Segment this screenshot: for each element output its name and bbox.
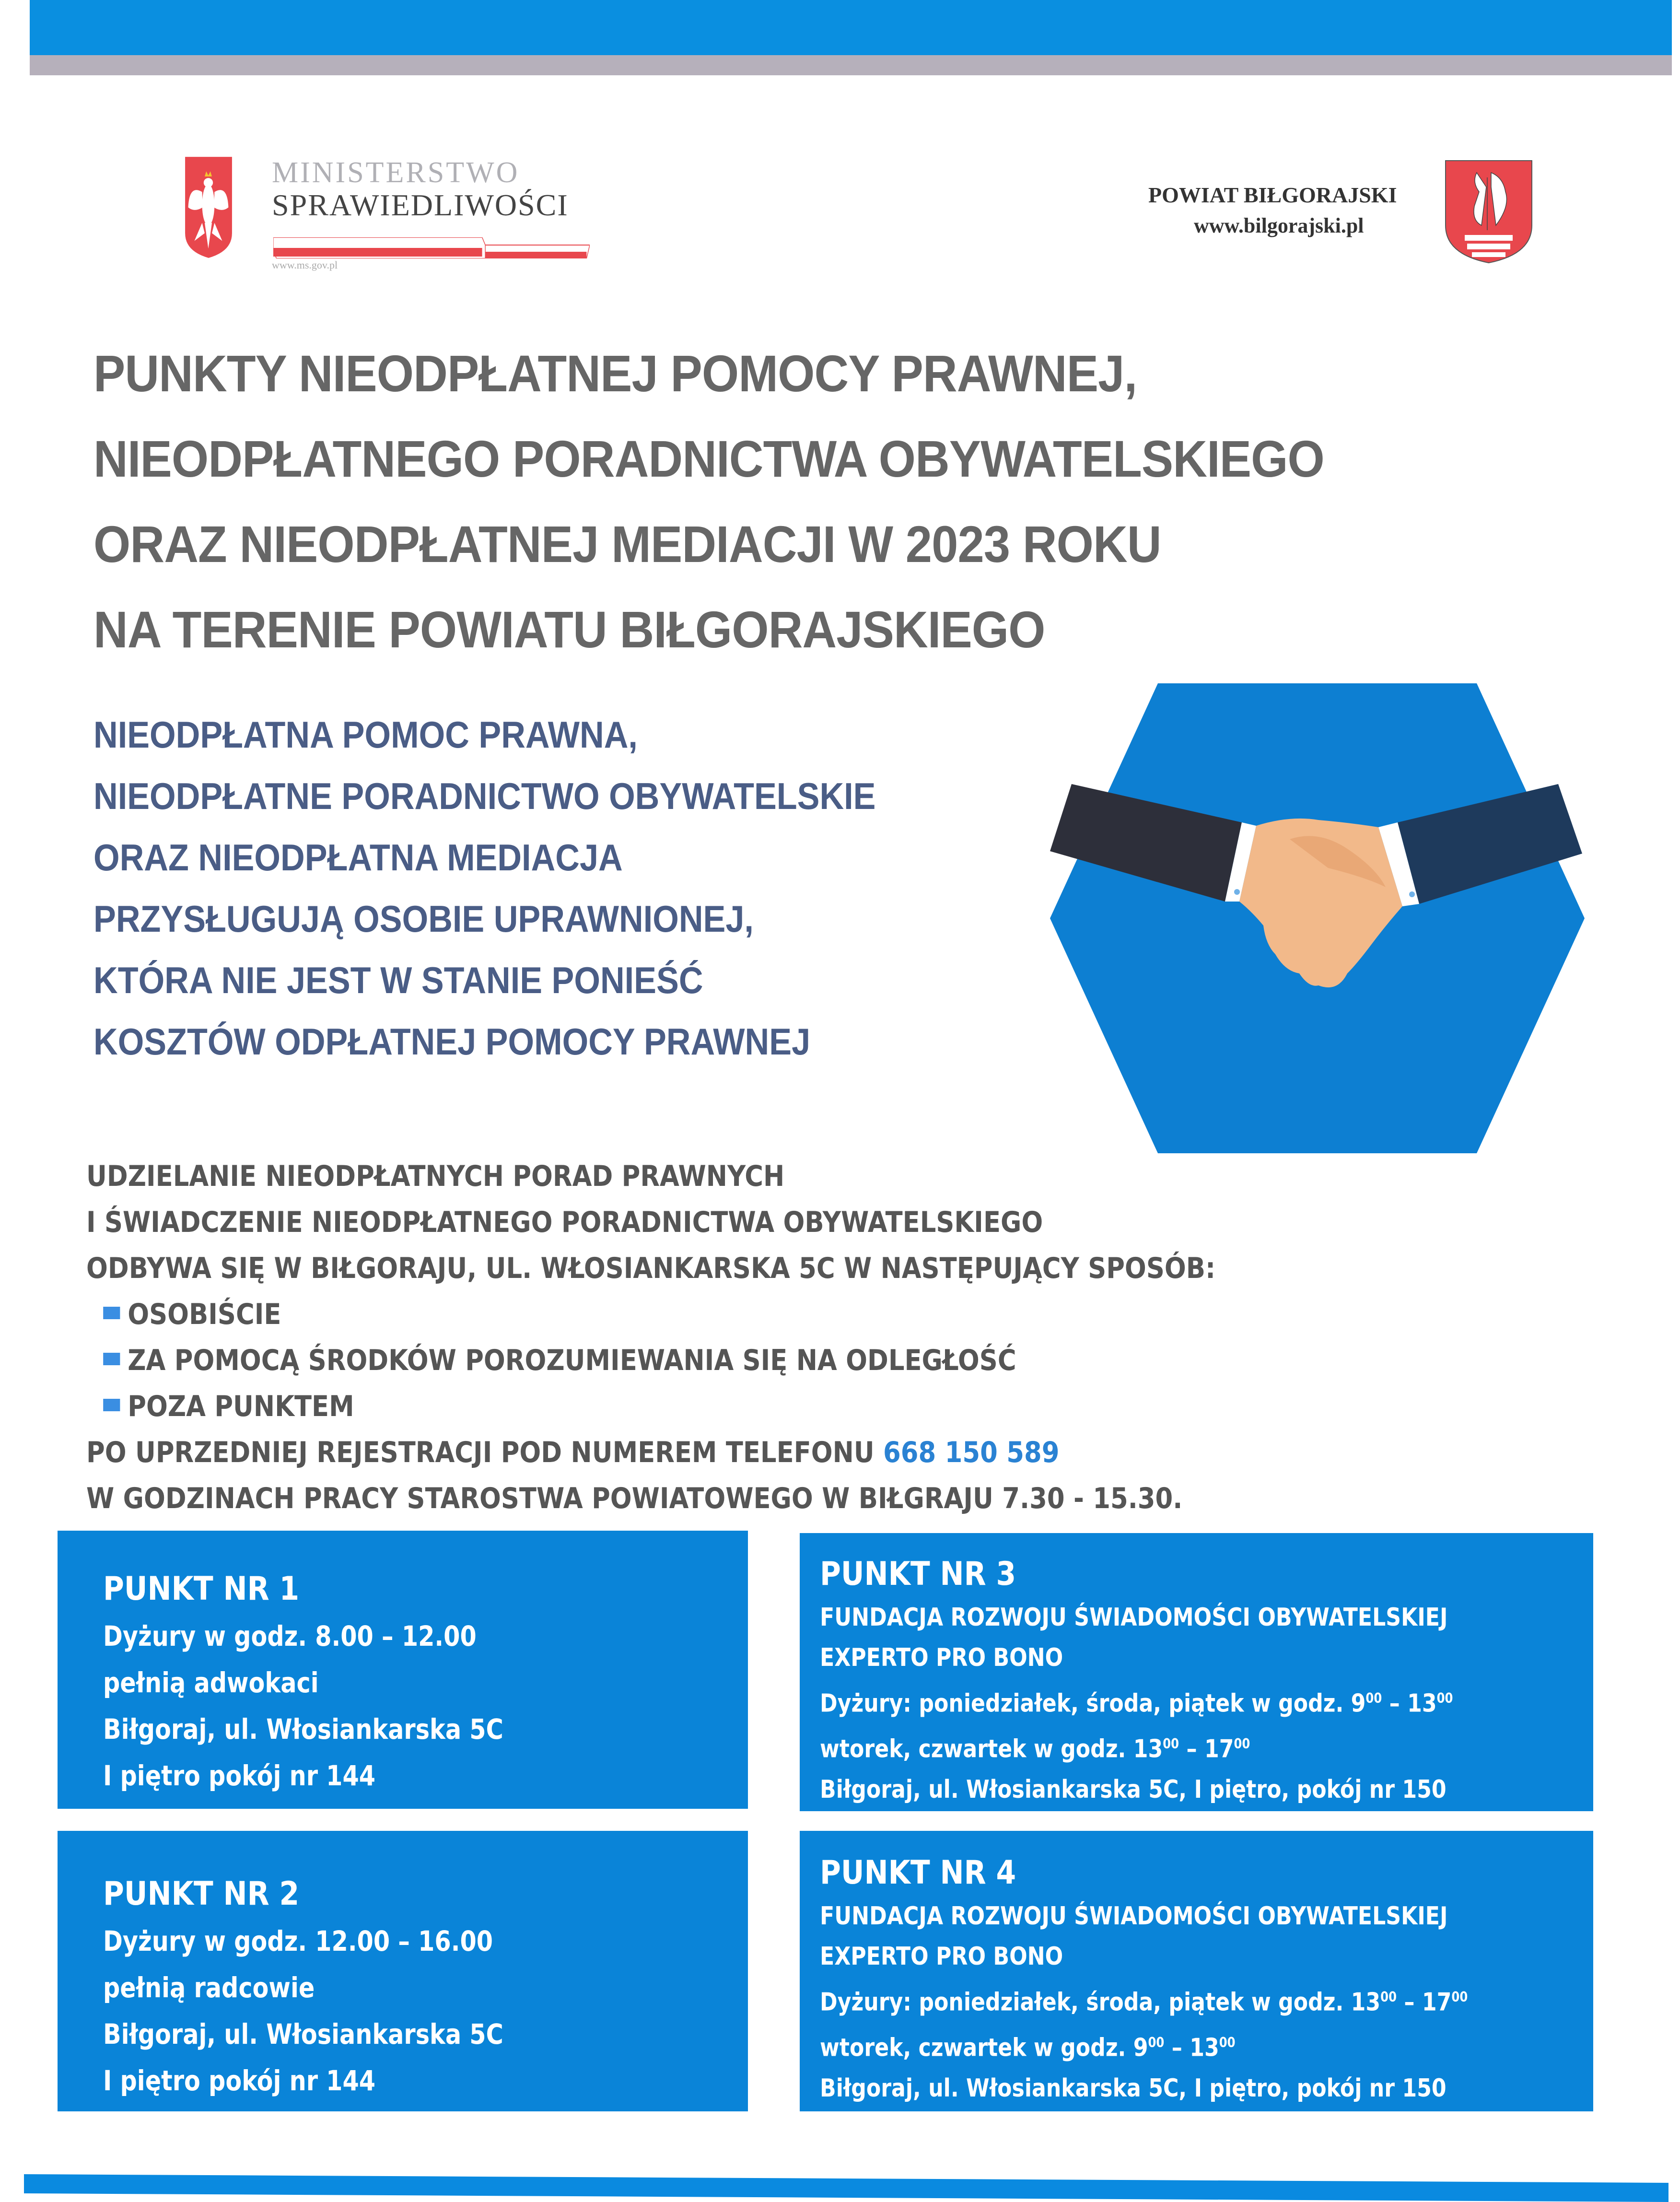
info-line: I ŚWIADCZENIE NIEODPŁATNEGO PORADNICTWA OBYWATELSKIEGO — [86, 1206, 1043, 1239]
flag-ribbon-icon — [273, 237, 590, 258]
phone-number[interactable]: 668 150 589 — [883, 1436, 1060, 1469]
schedule-to-minutes: 00 — [1219, 2034, 1236, 2051]
point-title: PUNKT NR 1 — [103, 1570, 300, 1608]
point-4-card — [800, 1831, 1593, 2111]
schedule-separator: – — [1164, 2033, 1190, 2062]
subtitle-line: NIEODPŁATNE PORADNICTWO OBYWATELSKIE — [93, 775, 876, 817]
subtitle-line: KOSZTÓW ODPŁATNEJ POMOCY PRAWNEJ — [93, 1020, 811, 1063]
bottom-blue-band — [24, 2174, 1668, 2202]
title-line: ORAZ NIEODPŁATNEJ MEDIACJI W 2023 ROKU — [93, 515, 1161, 573]
schedule-from-minutes: 00 — [1380, 1989, 1397, 2005]
point-staff: pełnią radcowie — [103, 1971, 315, 2004]
ministry-name-line2: SPRAWIEDLIWOŚCI — [272, 188, 569, 222]
schedule-days: Dyżury: poniedziałek, środa, piątek w godz. — [820, 1988, 1351, 2017]
schedule-separator: – — [1382, 1689, 1408, 1718]
registration-text: PO UPRZEDNIEJ REJESTRACJI POD NUMEREM TELEFONU — [86, 1436, 875, 1469]
schedule-separator: – — [1179, 1734, 1204, 1764]
schedule-to-minutes: 00 — [1234, 1735, 1250, 1752]
bullet-text: POZA PUNKTEM — [128, 1390, 354, 1423]
top-blue-band — [30, 0, 1672, 55]
point-organization: FUNDACJA ROZWOJU ŚWIADOMOŚCI OBYWATELSKIEJ — [820, 1603, 1448, 1632]
point-schedule-1 — [820, 1678, 1477, 1723]
powiat-url[interactable]: www.bilgorajski.pl — [1194, 214, 1364, 237]
point-1-card — [58, 1531, 748, 1809]
info-line: UDZIELANIE NIEODPŁATNYCH PORAD PRAWNYCH — [86, 1160, 785, 1193]
point-title: PUNKT NR 3 — [820, 1555, 1016, 1593]
office-hours-line: W GODZINACH PRACY STAROSTWA POWIATOWEGO W BIŁGRAJU 7.30 - 15.30. — [86, 1482, 1183, 1515]
title-line: NIEODPŁATNEGO PORADNICTWA OBYWATELSKIEGO — [93, 430, 1324, 488]
point-organization-name: EXPERTO PRO BONO — [820, 1643, 1063, 1672]
square-bullet-icon — [103, 1353, 120, 1365]
schedule-to-minutes: 00 — [1451, 1989, 1468, 2005]
point-2-card — [58, 1831, 748, 2111]
point-organization: FUNDACJA ROZWOJU ŚWIADOMOŚCI OBYWATELSKIEJ — [820, 1902, 1448, 1931]
point-schedule-2 — [820, 2022, 1477, 2068]
subtitle-line: KTÓRA NIE JEST W STANIE PONIEŚĆ — [93, 959, 703, 1001]
top-grey-band — [30, 55, 1672, 75]
schedule-from: 13 — [1351, 1988, 1381, 2017]
info-line: ODBYWA SIĘ W BIŁGORAJU, UL. WŁOSIANKARSKA 5C W NASTĘPUJĄCY SPOSÓB: — [86, 1252, 1216, 1285]
point-title: PUNKT NR 4 — [820, 1854, 1016, 1892]
bilgoraj-county-coat-of-arms-icon — [1443, 158, 1534, 264]
square-bullet-icon — [103, 1307, 120, 1319]
title-line: NA TERENIE POWIATU BIŁGORAJSKIEGO — [93, 600, 1045, 658]
point-address: Biłgoraj, ul. Włosiankarska 5C, I piętro, pokój nr 150 — [820, 1775, 1447, 1804]
schedule-from: 9 — [1133, 2033, 1148, 2062]
point-address: Biłgoraj, ul. Włosiankarska 5C, I piętro, pokój nr 150 — [820, 2073, 1447, 2103]
ministry-name-line1: MINISTERSTWO — [272, 156, 520, 189]
square-bullet-icon — [103, 1399, 120, 1411]
schedule-days: wtorek, czwartek w godz. — [820, 1734, 1133, 1764]
main-title — [93, 331, 1628, 672]
schedule-separator: – — [1397, 1988, 1422, 2017]
schedule-days: Dyżury: poniedziałek, środa, piątek w godz. — [820, 1689, 1351, 1718]
schedule-to: 13 — [1407, 1689, 1437, 1718]
powiat-name: POWIAT BIŁGORAJSKI — [1148, 183, 1397, 207]
schedule-to: 17 — [1422, 1988, 1452, 2017]
subtitle-line: ORAZ NIEODPŁATNA MEDIACJA — [93, 836, 623, 878]
point-staff: pełnią adwokaci — [103, 1666, 319, 1699]
service-info — [86, 1153, 1477, 1522]
point-address: Biłgoraj, ul. Włosiankarska 5C — [103, 1713, 503, 1745]
bullet-text: ZA POMOCĄ ŚRODKÓW POROZUMIEWANIA SIĘ NA ODLEGŁOŚĆ — [128, 1344, 1016, 1377]
registration-line — [86, 1429, 1310, 1476]
polish-eagle-emblem-icon — [161, 156, 257, 259]
schedule-to: 17 — [1204, 1734, 1234, 1764]
handshake-hexagon-icon — [1040, 676, 1597, 1160]
schedule-from: 13 — [1133, 1734, 1163, 1764]
point-room: I piętro pokój nr 144 — [103, 1759, 376, 1792]
title-line: PUNKTY NIEODPŁATNEJ POMOCY PRAWNEJ, — [93, 344, 1137, 402]
schedule-to: 13 — [1190, 2033, 1219, 2062]
bullet-item — [86, 1383, 1310, 1429]
point-3-card — [800, 1533, 1593, 1811]
schedule-from-minutes: 00 — [1365, 1690, 1382, 1706]
point-schedule-2 — [820, 1723, 1477, 1769]
point-title: PUNKT NR 2 — [103, 1875, 300, 1913]
point-hours: Dyżury w godz. 8.00 – 12.00 — [103, 1620, 477, 1652]
point-hours: Dyżury w godz. 12.00 – 16.00 — [103, 1925, 493, 1957]
schedule-days: wtorek, czwartek w godz. — [820, 2033, 1133, 2062]
point-schedule-1 — [820, 1977, 1477, 2022]
point-address: Biłgoraj, ul. Włosiankarska 5C — [103, 2018, 503, 2050]
subtitle-line: PRZYSŁUGUJĄ OSOBIE UPRAWNIONEJ, — [93, 898, 754, 940]
bullet-text: OSOBIŚCIE — [128, 1298, 281, 1331]
bullet-item — [86, 1291, 1310, 1337]
eligibility-statement — [93, 704, 1076, 1072]
schedule-from: 9 — [1351, 1689, 1366, 1718]
bullet-item — [86, 1337, 1310, 1383]
schedule-to-minutes: 00 — [1436, 1690, 1453, 1706]
point-room: I piętro pokój nr 144 — [103, 2064, 376, 2097]
ministry-logo — [161, 156, 592, 271]
point-organization-name: EXPERTO PRO BONO — [820, 1942, 1063, 1971]
schedule-from-minutes: 00 — [1163, 1735, 1179, 1752]
subtitle-line: NIEODPŁATNA POMOC PRAWNA, — [93, 714, 638, 756]
schedule-from-minutes: 00 — [1148, 2034, 1165, 2051]
ministry-url: www.ms.gov.pl — [272, 259, 338, 271]
